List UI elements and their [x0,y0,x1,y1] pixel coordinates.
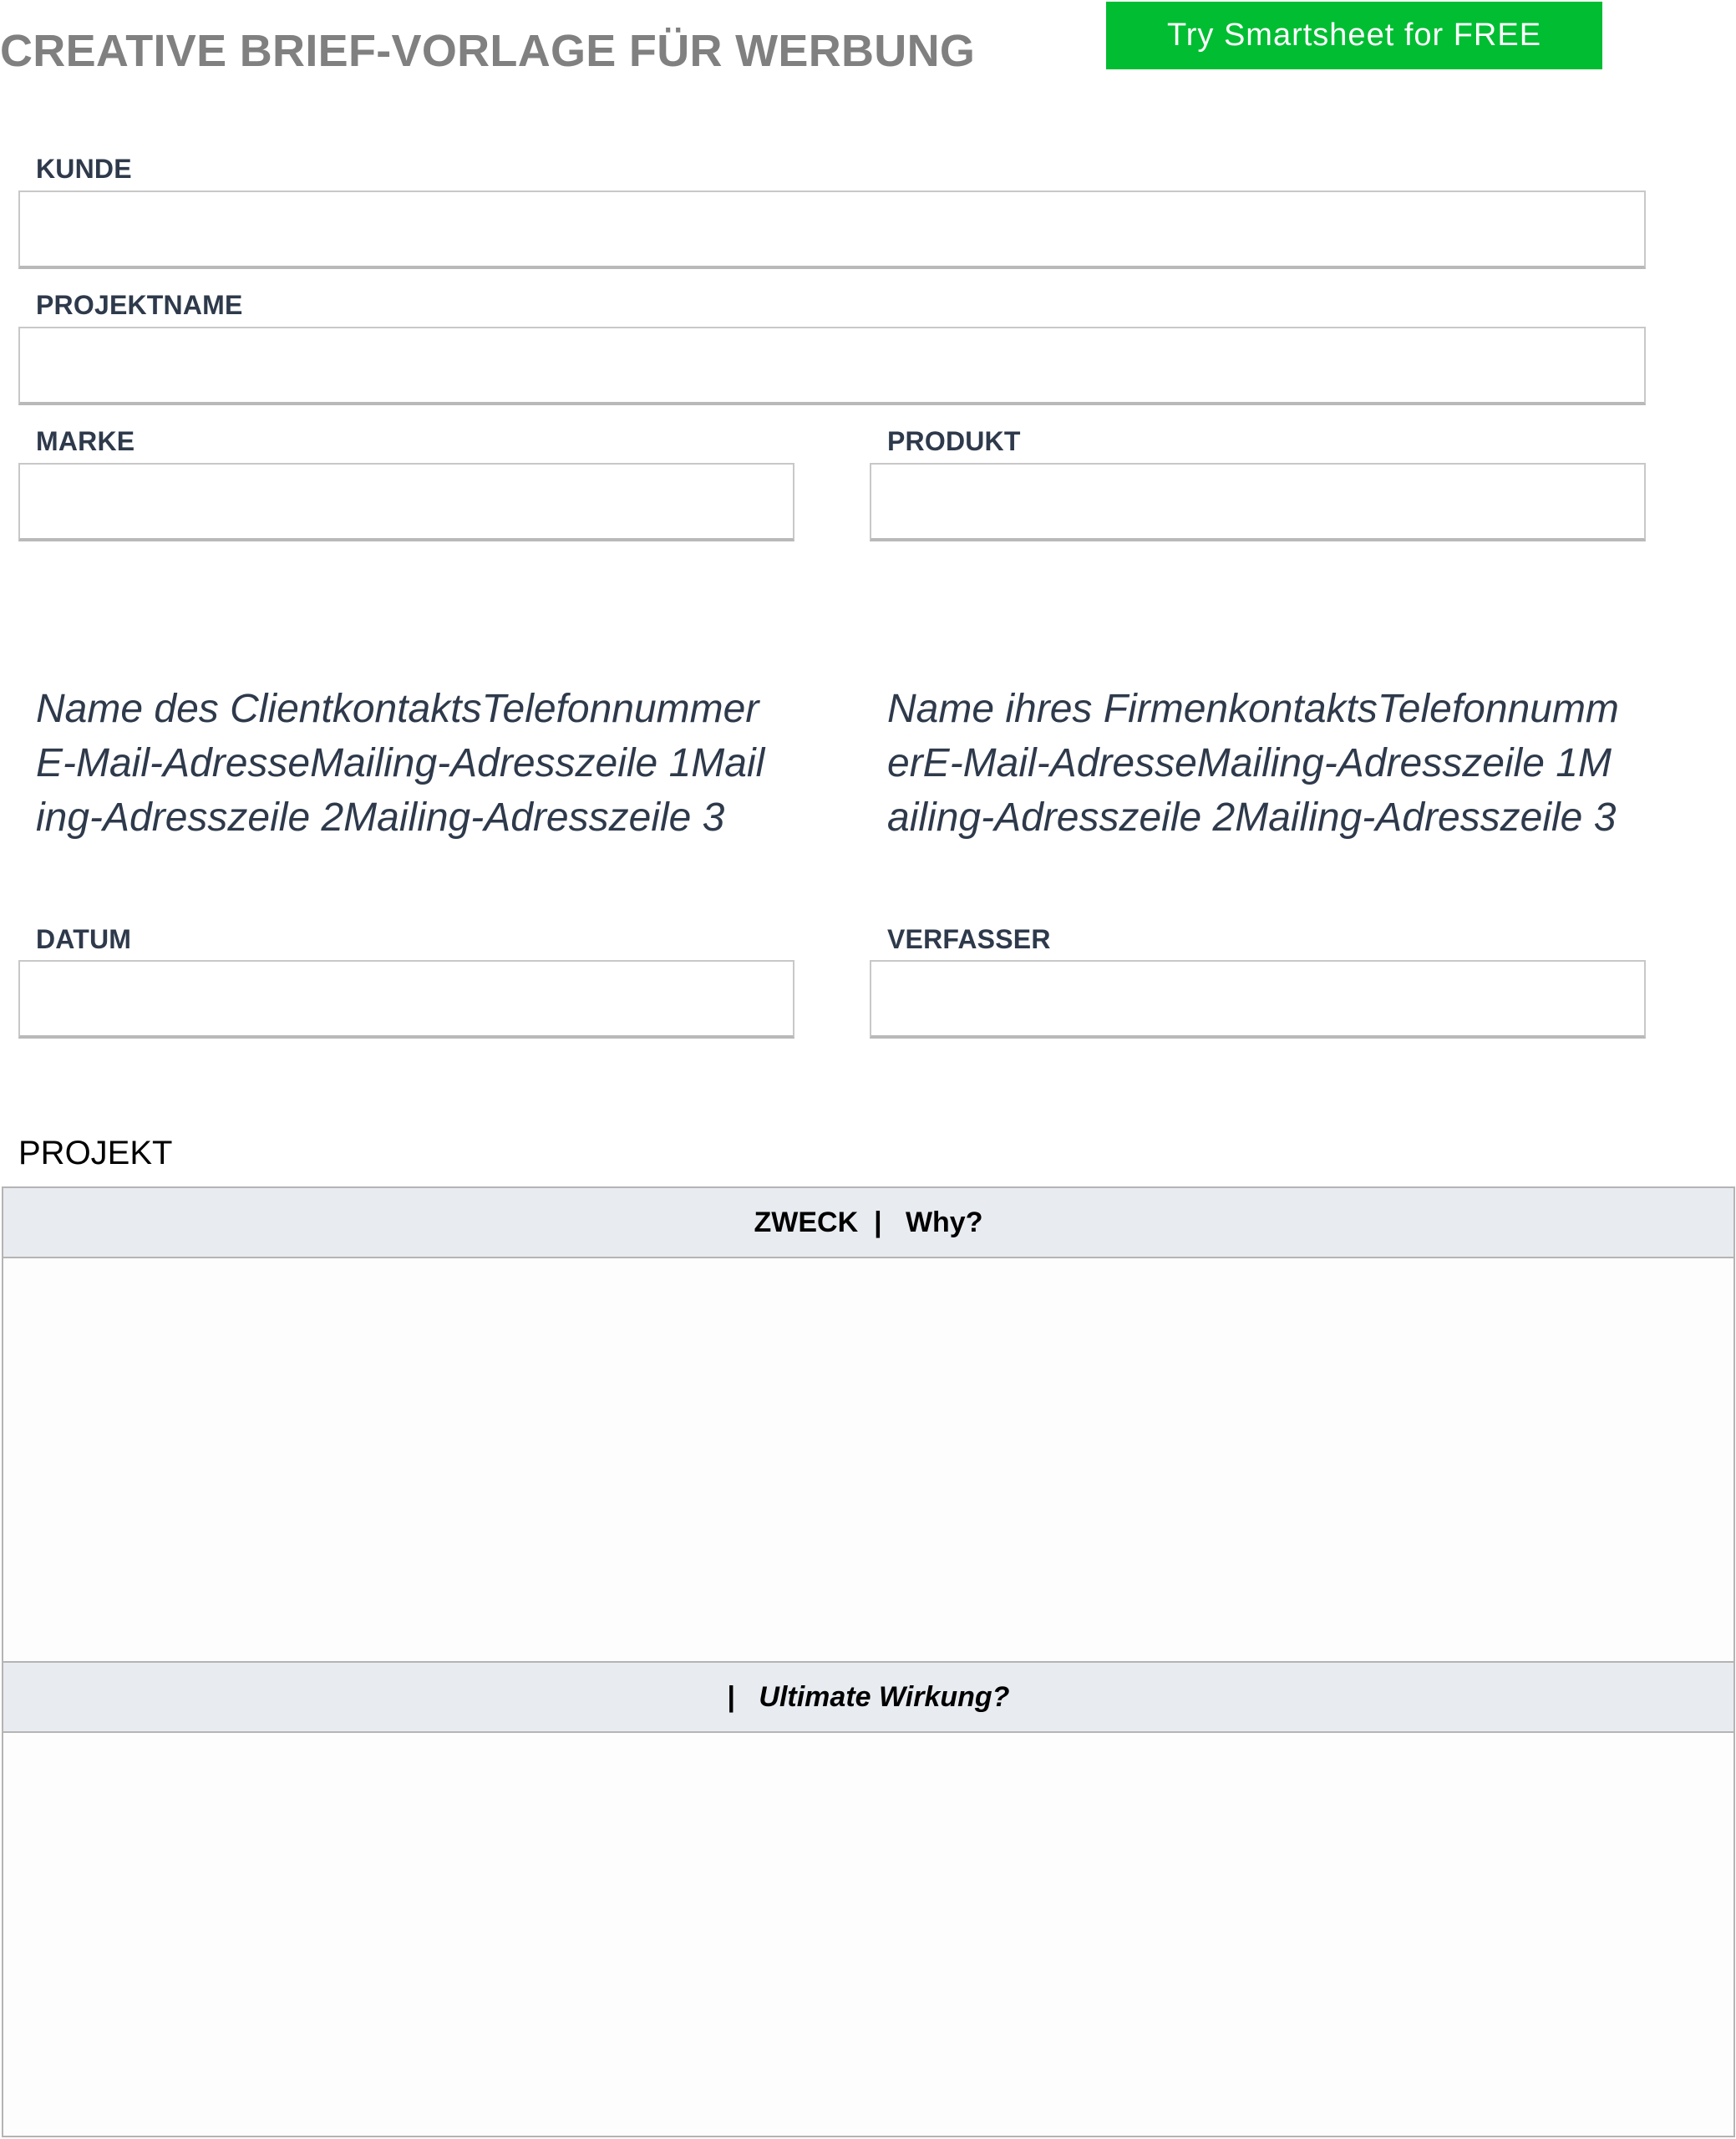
wirkung-separator: | [727,1680,736,1713]
company-contact-text: Name ihres FirmenkontaktsTelefonnummerE-Mail-AdresseMailing-Adresszeile 1Mailing-Adresszeile 2Mailing-Adresszeile 3 [887,687,1619,840]
zweck-text-area[interactable] [3,1258,1733,1661]
datum-field[interactable] [18,960,794,1039]
projekt-table [2,1186,1735,2137]
projektname-label: PROJEKTNAME [36,290,243,320]
wirkung-question: Ultimate Wirkung? [759,1680,1010,1713]
kunde-field[interactable] [18,191,1646,269]
try-smartsheet-button[interactable]: Try Smartsheet for FREE [1106,2,1602,69]
zweck-header [3,1188,1733,1258]
zweck-separator: | [874,1206,882,1238]
datum-label: DATUM [36,924,132,954]
produkt-field[interactable] [870,463,1646,541]
projektname-field[interactable] [18,327,1646,405]
marke-field[interactable] [18,463,794,541]
zweck-label: ZWECK [754,1206,859,1238]
page-title: CREATIVE BRIEF-VORLAGE FÜR WERBUNG [0,26,976,76]
kunde-label: KUNDE [36,154,132,184]
why-question: Why? [905,1206,983,1238]
projekt-section-title: PROJEKT [18,1135,173,1171]
marke-label: MARKE [36,426,135,456]
verfasser-label: VERFASSER [887,924,1051,954]
wirkung-header [3,1661,1733,1733]
verfasser-field[interactable] [870,960,1646,1039]
client-contact-text: Name des ClientkontaktsTelefonnummerE-Mail-AdresseMailing-Adresszeile 1Mailing-Adresszeile 2Mailing-Adresszeile 3 [36,687,765,840]
produkt-label: PRODUKT [887,426,1021,456]
wirkung-text-area[interactable] [3,1733,1733,2136]
